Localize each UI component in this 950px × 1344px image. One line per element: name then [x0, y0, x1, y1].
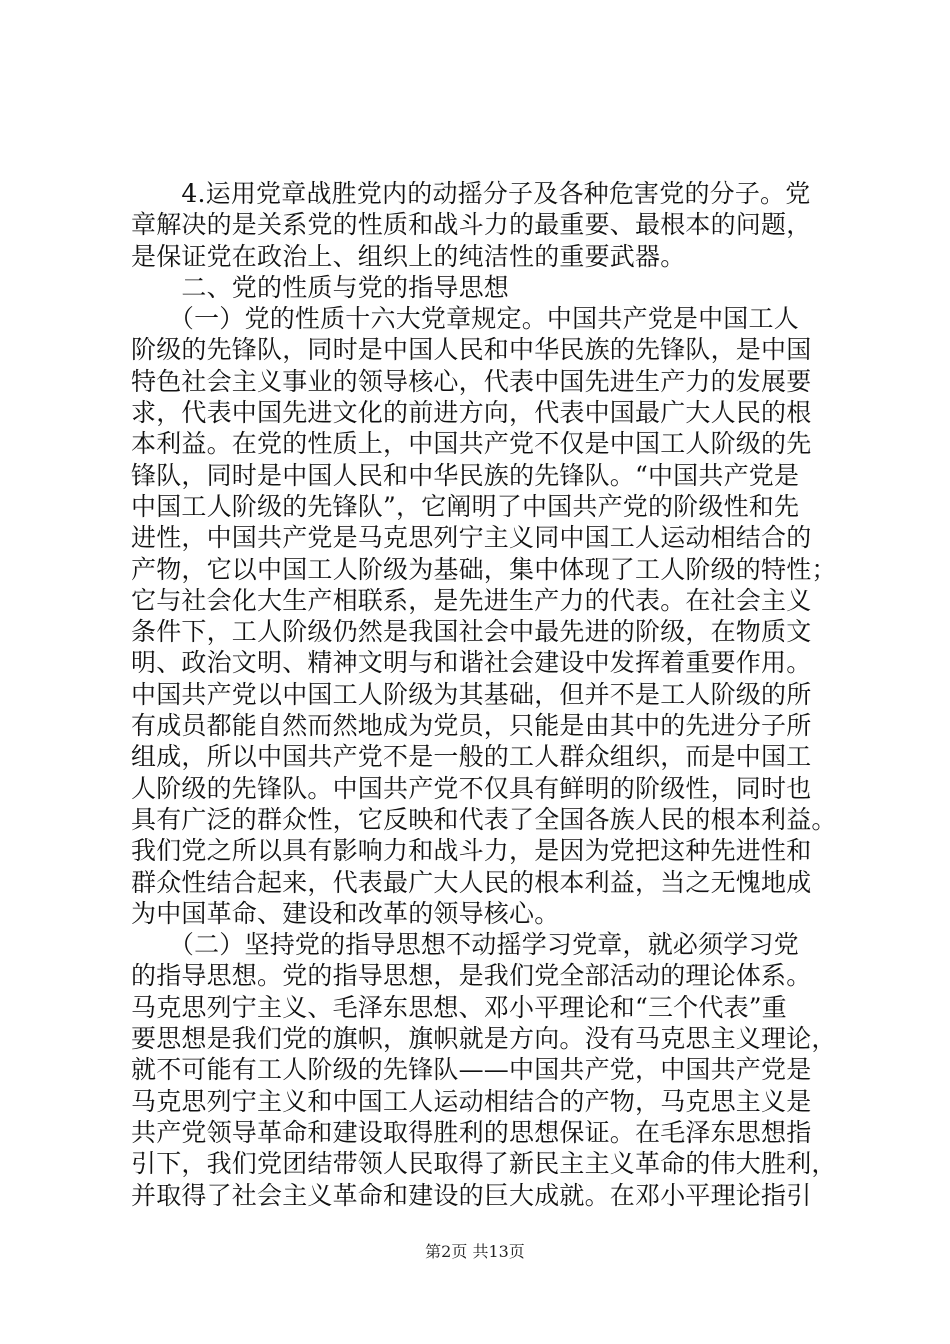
- text-line: 具有广泛的群众性，它反映和代表了全国各族人民的根本利益。: [131, 804, 837, 834]
- text-line: 共产党领导革命和建设取得胜利的思想保证。在毛泽东思想指: [131, 1117, 812, 1147]
- text-line: 中国工人阶级的先锋队”，它阐明了中国共产党的阶级性和先: [131, 491, 800, 521]
- text-line: 锋队，同时是中国人民和中华民族的先锋队。“中国共产党是: [131, 460, 800, 490]
- page-footer: 第2页 共13页: [425, 1242, 525, 1261]
- text-line: 产物，它以中国工人阶级为基础，集中体现了工人阶级的特性；: [131, 554, 837, 584]
- text-line: 明、政治文明、精神文明与和谐社会建设中发挥着重要作用。: [131, 648, 812, 678]
- text-line: 马克思列宁主义、毛泽东思想、邓小平理论和“三个代表”重: [131, 992, 787, 1022]
- text-line: （二）坚持党的指导思想不动摇学习党章，就必须学习党: [131, 930, 799, 960]
- text-line: 有成员都能自然而然地成为党员，只能是由其中的先进分子所: [131, 711, 812, 741]
- text-line: 4.运用党章战胜党内的动摇分子及各种危害党的分子。党: [131, 179, 811, 208]
- text-line: 我们党之所以具有影响力和战斗力，是因为党把这种先进性和: [131, 836, 812, 866]
- text-line: 马克思列宁主义和中国工人运动相结合的产物，马克思主义是: [131, 1086, 812, 1116]
- text-line: 本利益。在党的性质上，中国共产党不仅是中国工人阶级的先: [131, 429, 812, 459]
- text-line: 它与社会化大生产相联系，是先进生产力的代表。在社会主义: [131, 585, 812, 615]
- text-line: 求，代表中国先进文化的前进方向，代表中国最广大人民的根: [131, 398, 812, 428]
- text-line: 群众性结合起来，代表最广大人民的根本利益，当之无愧地成: [131, 867, 812, 897]
- text-line: 是保证党在政治上、组织上的纯洁性的重要武器。: [131, 241, 686, 271]
- text-line: 阶级的先锋队，同时是中国人民和中华民族的先锋队，是中国: [131, 335, 812, 365]
- text-line: 条件下，工人阶级仍然是我国社会中最先进的阶级，在物质文: [131, 617, 812, 647]
- text-line: 二、党的性质与党的指导思想: [131, 272, 510, 302]
- text-line: 进性，中国共产党是马克思列宁主义同中国工人运动相结合的: [131, 523, 812, 553]
- text-line: 人阶级的先锋队。中国共产党不仅具有鲜明的阶级性，同时也: [131, 773, 812, 803]
- text-line: 章解决的是关系党的性质和战斗力的最重要、最根本的问题，: [131, 210, 812, 240]
- text-line: 特色社会主义事业的领导核心，代表中国先进生产力的发展要: [131, 366, 812, 396]
- text-line: 的指导思想。党的指导思想，是我们党全部活动的理论体系。: [131, 961, 812, 991]
- text-line: （一）党的性质十六大党章规定。中国共产党是中国工人: [131, 304, 799, 334]
- text-line: 中国共产党以中国工人阶级为其基础，但并不是工人阶级的所: [131, 679, 812, 709]
- document-body: [131, 178, 851, 1211]
- text-line: 要思想是我们党的旗帜，旗帜就是方向。没有马克思主义理论，: [131, 1024, 837, 1054]
- text-line: 并取得了社会主义革命和建设的巨大成就。在邓小平理论指引: [131, 1180, 812, 1210]
- text-line: 引下，我们党团结带领人民取得了新民主主义革命的伟大胜利，: [131, 1149, 837, 1179]
- text-line: 就不可能有工人阶级的先锋队——中国共产党，中国共产党是: [131, 1055, 812, 1085]
- text-line: 为中国革命、建设和改革的领导核心。: [131, 898, 560, 928]
- text-line: 组成，所以中国共产党不是一般的工人群众组织，而是中国工: [131, 742, 812, 772]
